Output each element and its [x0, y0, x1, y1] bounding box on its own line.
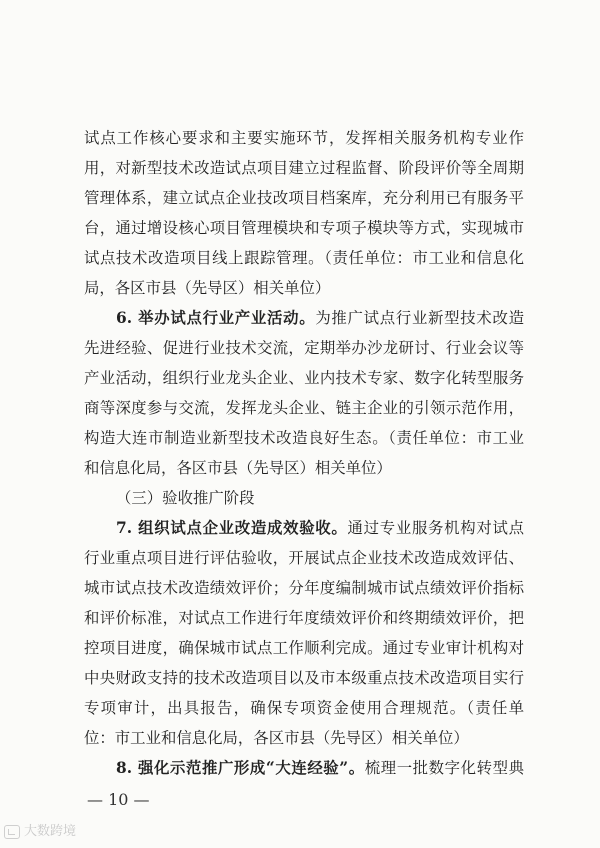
- paragraph-line: 先进经验、促进行业技术交流，定期举办沙龙研讨、行业会议等: [84, 339, 524, 357]
- paragraph-line: 和信息化局，各区市县（先导区）相关单位）: [84, 459, 392, 477]
- paragraph-line: 管理体系，建立试点企业技改项目档案库，充分利用已有服务平: [84, 189, 524, 207]
- paragraph-line: 中央财政支持的技术改造项目以及市本级重点技术改造项目实行: [84, 669, 524, 687]
- watermark-text: 大数跨境: [24, 824, 77, 839]
- paragraph-line: 用，对新型技术改造试点项目建立过程监督、阶段评价等全周期: [84, 159, 524, 177]
- paragraph-line: 控项目进度，确保城市试点工作顺利完成。通过专业审计机构对: [84, 639, 524, 657]
- watermark: [4, 824, 76, 840]
- section-7-heading: 7. 组织试点企业改造成效验收。: [116, 519, 348, 537]
- paragraph-line: 台，通过增设核心项目管理模块和专项子模块等方式，实现城市: [84, 219, 524, 237]
- paragraph-line: 试点工作核心要求和主要实施环节，发挥相关服务机构专业作: [84, 129, 524, 147]
- page-number: — 10 —: [87, 790, 150, 809]
- stage-3-heading: （三）验收推广阶段: [116, 489, 255, 507]
- paragraph-line: 局，各区市县（先导区）相关单位）: [84, 279, 331, 297]
- watermark-logo-icon: [4, 825, 20, 839]
- paragraph-line: 位：市工业和信息化局，各区市县（先导区）相关单位）: [84, 729, 469, 747]
- paragraph-line: 行业重点项目进行评估验收，开展试点企业技术改造成效评估、: [84, 549, 524, 567]
- paragraph-line: 商等深度参与交流，发挥龙头企业、链主企业的引领示范作用，: [84, 399, 524, 417]
- section-6-heading: 6. 举办试点行业产业活动。: [116, 309, 316, 327]
- paragraph-line: 构造大连市制造业新型技术改造良好生态。（责任单位：市工业: [84, 429, 524, 447]
- paragraph-line: 和评价标准，对试点工作进行年度绩效评价和终期绩效评价，把: [84, 609, 524, 627]
- section-8-heading-line: 8. 强化示范推广形成“大连经验”。梳理一批数字化转型典: [116, 759, 524, 777]
- paragraph-line: 试点技术改造项目线上跟踪管理。（责任单位：市工业和信息化: [84, 249, 524, 267]
- paragraph-line: 产业活动，组织行业龙头企业、业内技术专家、数字化转型服务: [84, 369, 524, 387]
- section-6-heading-line: 6. 举办试点行业产业活动。为推广试点行业新型技术改造: [116, 309, 524, 327]
- paragraph-line: 专项审计，出具报告，确保专项资金使用合理规范。（责任单: [84, 699, 524, 717]
- section-7-heading-line: 7. 组织试点企业改造成效验收。通过专业服务机构对试点: [116, 519, 524, 537]
- paragraph-line: 城市试点技术改造绩效评价；分年度编制城市试点绩效评价指标: [84, 579, 524, 597]
- section-8-heading: 8. 强化示范推广形成“大连经验”。: [116, 759, 365, 777]
